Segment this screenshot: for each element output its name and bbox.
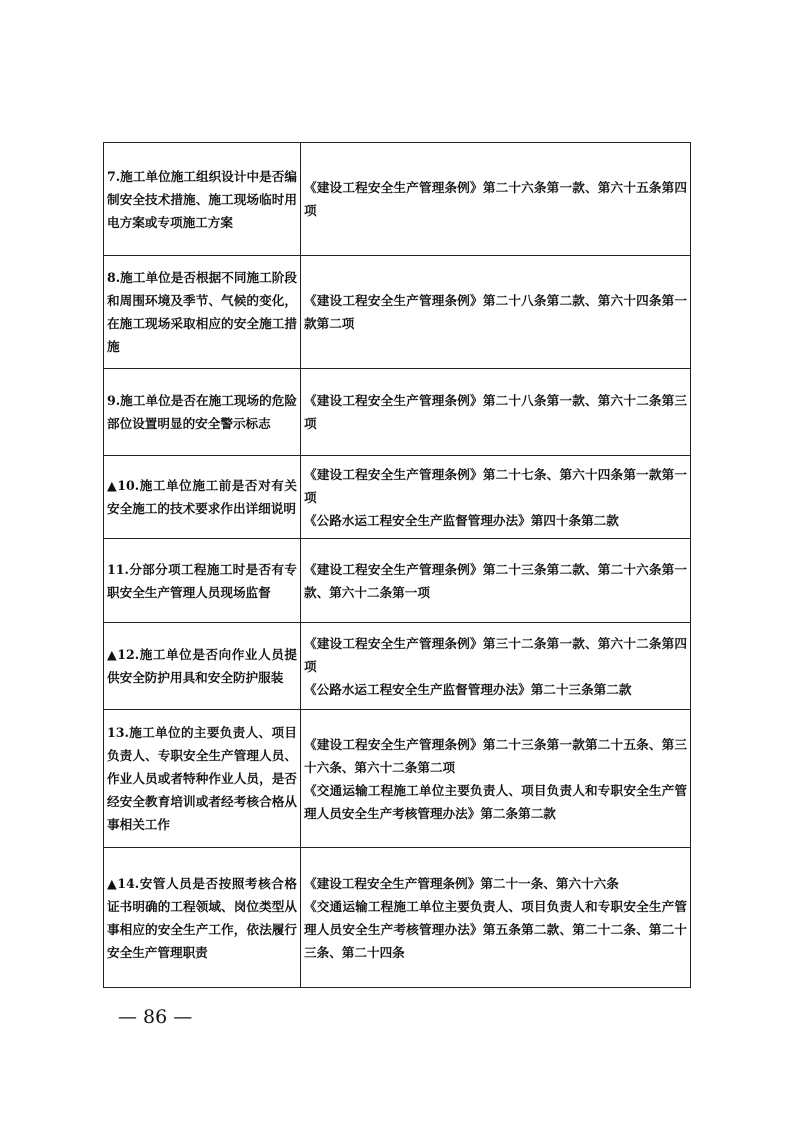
legal-basis-line: 《建设工程安全生产管理条例》第二十三条第二款、第二十六条第一款、第六十二条第一项 [304,561,687,600]
legal-basis-cell [301,369,691,456]
legal-basis-cell [301,539,691,623]
check-item-cell: 7.施工单位施工组织设计中是否编制安全技术措施、施工现场临时用电方案或专项施工方案 [104,143,301,256]
check-item-cell: 8.施工单位是否根据不同施工阶段和周围环境及季节、气候的变化，在施工现场采取相应的安全施工措施 [104,256,301,369]
legal-basis-line: 《建设工程安全生产管理条例》第二十三条第一款第二十五条、第三十六条、第六十二条第二项 [304,736,687,775]
page-number: — 86 — [118,1006,193,1028]
check-item-cell: 9.施工单位是否在施工现场的危险部位设置明显的安全警示标志 [104,369,301,456]
table-row [104,623,691,710]
legal-basis-line: 《公路水运工程安全生产监督管理办法》第四十条第二款 [304,512,619,528]
table-row [104,369,691,456]
legal-basis-line: 《建设工程安全生产管理条例》第二十一条、第六十六条 [304,875,619,891]
legal-basis-cell [301,456,691,539]
legal-basis-line: 《交通运输工程施工单位主要负责人、项目负责人和专职安全生产管理人员安全生产考核管理办法》第五条第二款、第二十二条、第二十三条、第二十四条 [304,898,687,960]
table-row [104,456,691,539]
check-item-cell: ▲10.施工单位施工前是否对有关安全施工的技术要求作出详细说明 [104,456,301,539]
check-item-cell: ▲14.安管人员是否按照考核合格证书明确的工程领域、岗位类型从事相应的安全生产工作，依法履行安全生产管理职责 [104,848,301,988]
legal-basis-line: 《交通运输工程施工单位主要负责人、项目负责人和专职安全生产管理人员安全生产考核管理办法》第二条第二款 [304,782,687,821]
legal-basis-cell [301,848,691,988]
table-row [104,710,691,848]
table-row [104,256,691,369]
check-item-cell: 11.分部分项工程施工时是否有专职安全生产管理人员现场监督 [104,539,301,623]
legal-basis-cell [301,143,691,256]
table-body [104,143,691,988]
check-item-cell: 13.施工单位的主要负责人、项目负责人、专职安全生产管理人员、作业人员或者特种作业人员，是否经安全教育培训或者经考核合格从事相关工作 [104,710,301,848]
legal-basis-line: 《建设工程安全生产管理条例》第二十六条第一款、第六十五条第四项 [304,180,687,218]
legal-basis-line: 《公路水运工程安全生产监督管理办法》第二十三条第二款 [304,681,632,697]
table-row [104,848,691,988]
table-row [104,143,691,256]
legal-basis-cell [301,623,691,710]
legal-basis-line: 《建设工程安全生产管理条例》第二十八条第二款、第六十四条第一款第二项 [304,293,687,331]
legal-basis-line: 《建设工程安全生产管理条例》第二十七条、第六十四条第一款第一项 [304,466,687,505]
legal-basis-cell [301,256,691,369]
legal-basis-cell [301,710,691,848]
table-row [104,539,691,623]
legal-basis-line: 《建设工程安全生产管理条例》第三十二条第一款、第六十二条第四项 [304,635,687,674]
legal-basis-line: 《建设工程安全生产管理条例》第二十八条第一款、第六十二条第三项 [304,393,687,431]
check-item-cell: ▲12.施工单位是否向作业人员提供安全防护用具和安全防护服装 [104,623,301,710]
regulation-table [103,142,691,988]
